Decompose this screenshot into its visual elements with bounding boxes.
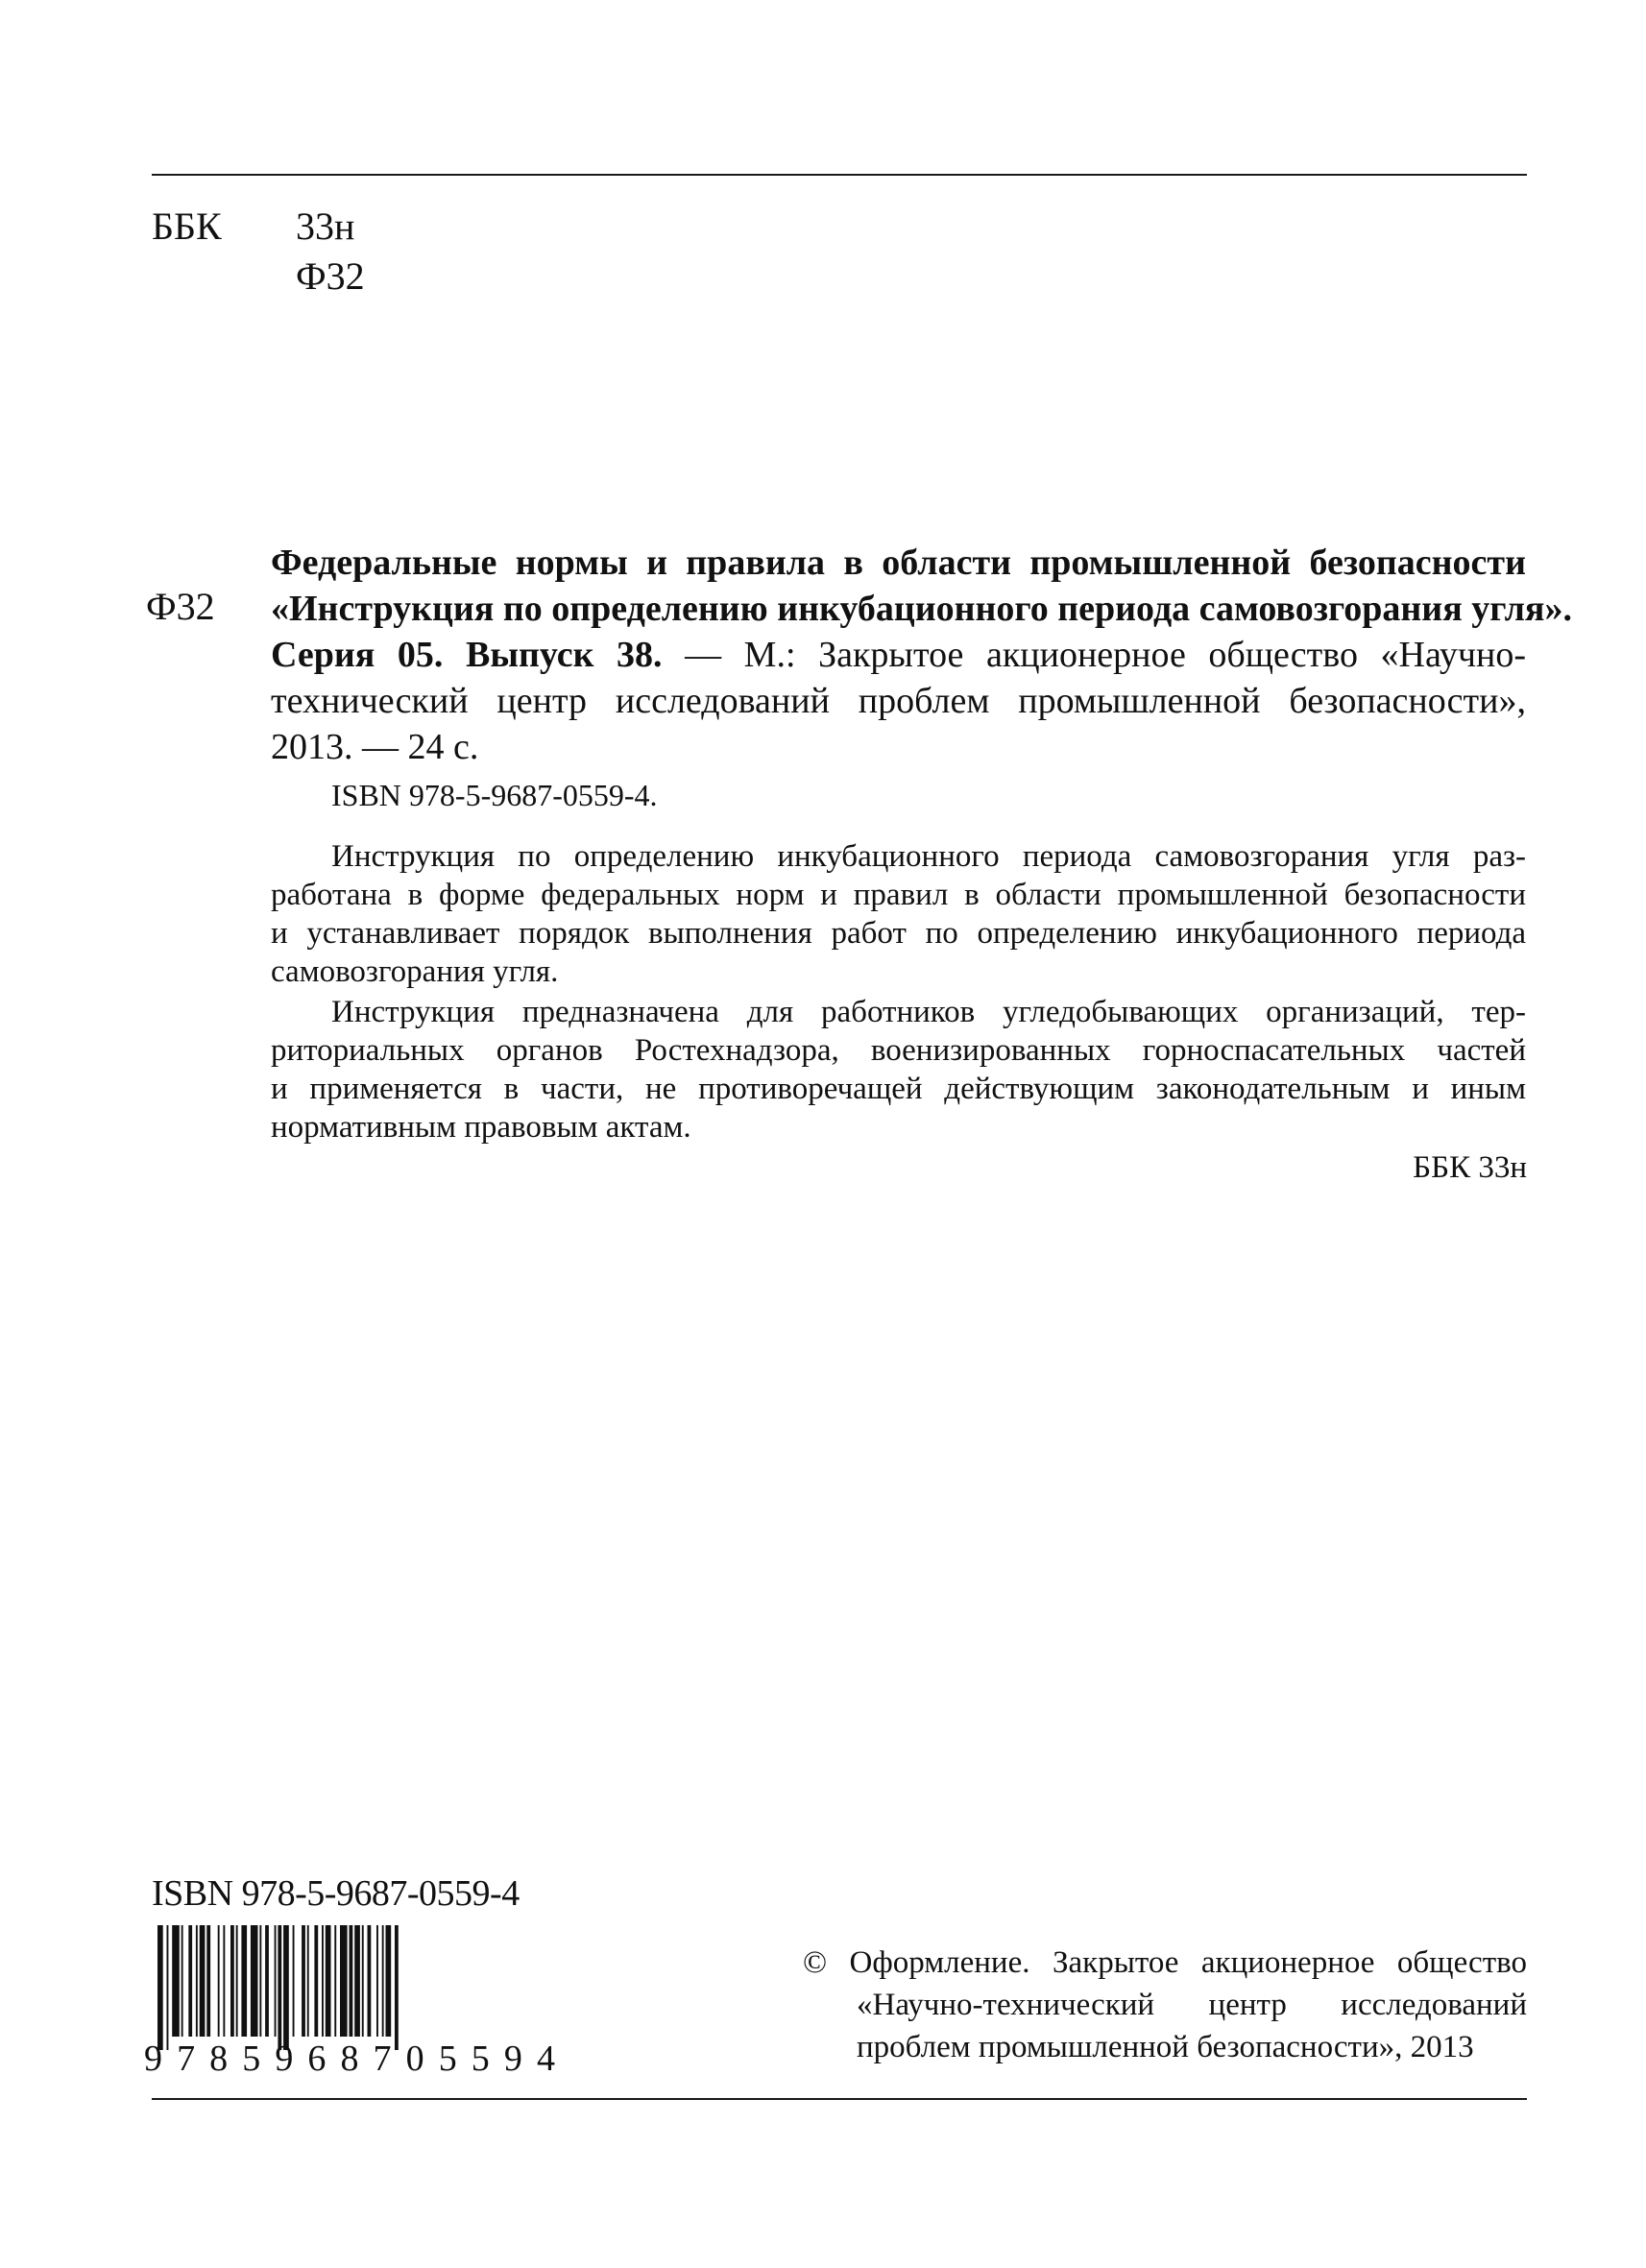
top-rule — [152, 174, 1527, 176]
annotation-line: риториальных органов Ростехнадзора, военизированных горноспасательных частей — [271, 1033, 1526, 1068]
isbn-text: ISBN 978-5-9687-0559-4. — [331, 778, 658, 812]
barcode-bar — [334, 1925, 336, 2037]
barcode-digit: 8 — [340, 2039, 359, 2079]
barcode-bar — [362, 1925, 364, 2037]
barcode-digit: 9 — [144, 2039, 162, 2079]
barcode-digit: 9 — [503, 2039, 522, 2079]
annotation-paragraph-1 — [271, 837, 1526, 991]
barcode-digit: 4 — [536, 2039, 555, 2079]
barcode-digits — [144, 2038, 555, 2080]
bbk-index: 33н — [296, 205, 355, 248]
barcode-bar — [278, 1925, 281, 2050]
biblio-title-line-2: «Инструкция по определению инкубационного периода самовозгорания угля». — [271, 589, 1572, 629]
barcode-bar — [218, 1925, 220, 2037]
bottom-rule — [152, 2098, 1527, 2100]
barcode-digit: 5 — [438, 2039, 457, 2079]
bbk-label: ББК — [152, 205, 222, 248]
barcode-bar — [230, 1925, 234, 2037]
barcode-bar — [167, 1925, 169, 2050]
barcode-bar — [376, 1925, 378, 2037]
annotation-line: и устанавливает порядок выполнения работ по определению инкубационного периода — [271, 916, 1526, 951]
barcode-bar — [259, 1925, 261, 2037]
barcode-bar — [172, 1925, 180, 2037]
barcode-bar — [386, 1925, 392, 2037]
barcode-bar — [354, 1925, 360, 2037]
barcode-bar — [182, 1925, 183, 2037]
barcode-digit: 7 — [373, 2039, 392, 2079]
author-mark: Ф32 — [146, 585, 215, 628]
barcode-digit: 6 — [307, 2039, 327, 2079]
barcode-bar — [236, 1925, 238, 2037]
barcode-bar — [206, 1925, 210, 2037]
biblio-series-line — [271, 632, 1526, 678]
barcode-bar — [200, 1925, 206, 2037]
biblio-title-line-1: Федеральные нормы и правила в области промышленной безопасности — [271, 543, 1526, 583]
copyright-line: © Оформление. Закрытое акционерное общество — [803, 1945, 1527, 1980]
copyright-notice — [803, 1942, 1527, 2068]
barcode-bar — [196, 1925, 198, 2037]
barcode-bar — [283, 1925, 289, 2050]
barcode-bar — [188, 1925, 192, 2037]
annotation-line: Инструкция по определению инкубационного периода самовозгорания угля раз- — [331, 839, 1526, 874]
barcode-bar — [275, 1925, 277, 2037]
barcode-bar — [314, 1925, 318, 2037]
copyright-line: «Научно-технический центр исследований — [857, 1988, 1527, 2022]
barcode-bar — [251, 1925, 258, 2037]
annotation-line: и применяется в части, не противоречащей действующим законодательным и иным — [271, 1072, 1526, 1106]
barcode-digit: 8 — [209, 2039, 229, 2079]
barcode-bar — [241, 1925, 247, 2037]
barcode-bar — [322, 1925, 324, 2037]
barcode-bar — [293, 1925, 295, 2037]
barcode-bar — [326, 1925, 331, 2037]
barcode-bar — [265, 1925, 269, 2037]
barcode-bar — [340, 1925, 348, 2037]
barcode-digit: 0 — [405, 2039, 424, 2079]
copyright-line: проблем промышленной безопасности», 2013 — [857, 2030, 1474, 2064]
bbk-index-bottom: ББК 33н — [1413, 1150, 1527, 1185]
barcode-digit: 5 — [471, 2039, 490, 2079]
barcode-bar — [350, 1925, 353, 2037]
barcode-isbn-label: ISBN 978-5-9687-0559-4 — [152, 1873, 520, 1914]
barcode-digit: 9 — [275, 2039, 294, 2079]
isbn-barcode — [152, 1925, 545, 2050]
biblio-series: Серия 05. Выпуск 38. — [271, 635, 663, 675]
biblio-year-pages: 2013. — 24 с. — [271, 727, 479, 767]
barcode-bar — [382, 1925, 384, 2037]
author-sign: Ф32 — [296, 254, 365, 298]
barcode-bar — [395, 1925, 399, 2050]
annotation-line: самовозгорания угля. — [271, 954, 559, 989]
barcode-bar — [368, 1925, 372, 2037]
biblio-publisher: — М.: Закрытое акционерное общество «Научно- — [662, 635, 1526, 675]
annotation-line: нормативным правовым актам. — [271, 1110, 691, 1145]
biblio-publisher-line: технический центр исследований проблем промышленной безопасности», — [271, 681, 1526, 721]
barcode-bar — [157, 1925, 163, 2050]
barcode-bar — [223, 1925, 225, 2037]
barcode-bar — [307, 1925, 309, 2037]
barcode-digit: 7 — [177, 2039, 196, 2079]
barcode-bar — [302, 1925, 305, 2037]
annotation-line: работана в форме федеральных норм и правил в области промышленной безопасности — [271, 878, 1526, 912]
bibliographic-record — [271, 540, 1572, 770]
barcode-digit: 5 — [242, 2039, 261, 2079]
annotation-paragraph-2 — [271, 993, 1526, 1146]
annotation-line: Инструкция предназначена для работников угледобывающих организаций, тер- — [331, 995, 1526, 1029]
